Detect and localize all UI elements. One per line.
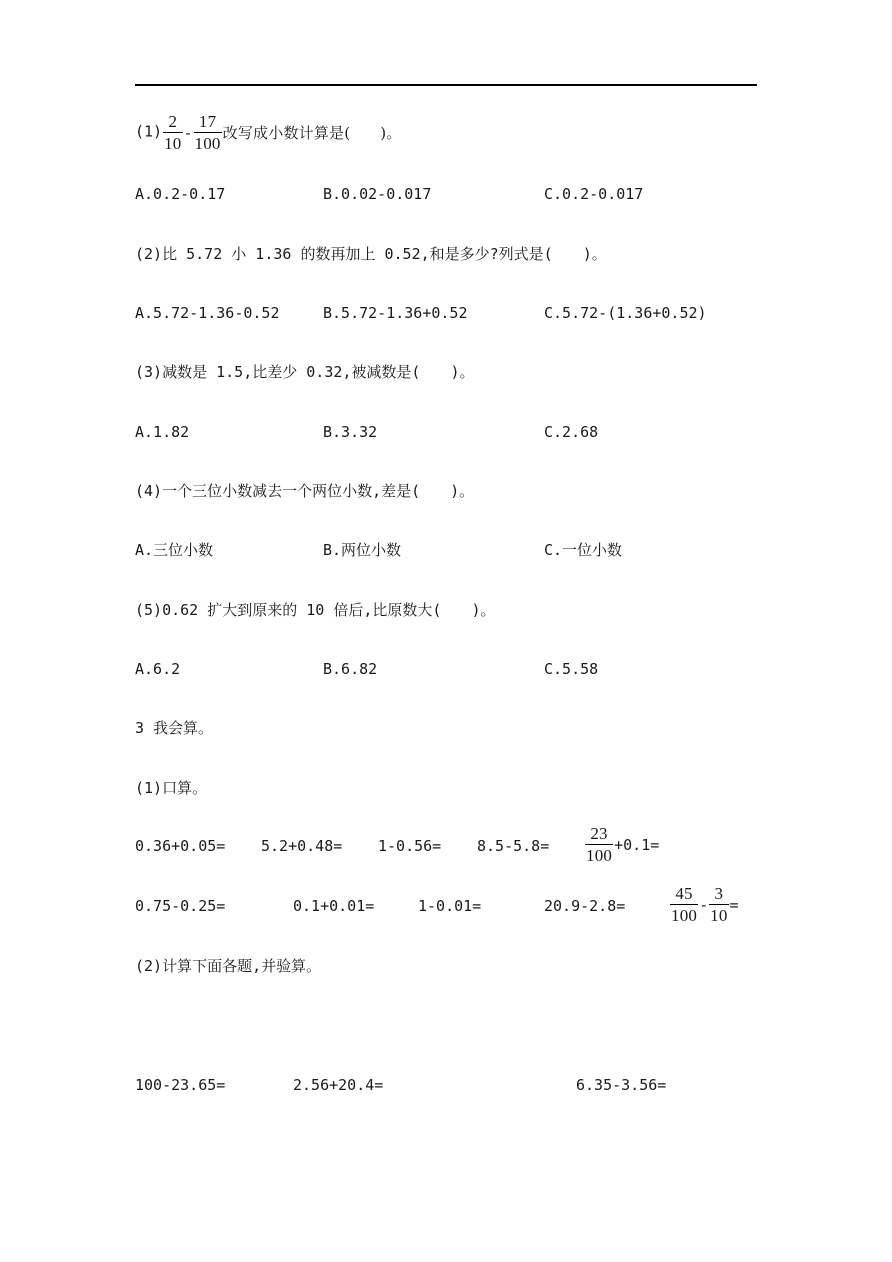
question-close: )。 [450,363,475,381]
question-1-stem [135,112,402,153]
oral-problem-fraction[interactable] [584,824,659,865]
fraction-numerator: 17 [194,112,222,133]
option-c[interactable]: C.0.2-0.017 [544,185,644,203]
oral-problem[interactable]: 20.9-2.8= [544,897,626,915]
oral-calc-heading: (1)口算。 [135,779,208,797]
fraction-numerator: 45 [670,884,698,905]
question-4-stem [135,481,474,501]
fraction-17-100 [194,112,222,153]
minus-sign: - [183,123,193,142]
question-2-text: (2)比 5.72 小 1.36 的数再加上 0.52,和是多少?列式是( [135,245,553,263]
calc-problem[interactable]: 6.35-3.56= [576,1076,667,1094]
fraction-numerator: 23 [585,824,613,845]
question-close: )。 [450,482,475,500]
calc-problem[interactable]: 2.56+20.4= [293,1076,384,1094]
equals-sign: = [729,895,739,914]
fraction-23-100 [585,824,613,865]
oral-problem[interactable]: 0.36+0.05= [135,837,226,855]
calc-heading: (2)计算下面各题,并验算。 [135,957,322,975]
fraction-denominator: 100 [671,906,698,925]
option-a[interactable]: A.1.82 [135,423,190,441]
fraction-denominator: 100 [194,134,221,153]
oral-problem[interactable]: 5.2+0.48= [261,837,343,855]
option-b[interactable]: B.0.02-0.017 [323,185,432,203]
fraction-denominator: 10 [710,906,728,925]
option-c[interactable]: C.5.58 [544,660,599,678]
oral-problem[interactable]: 1-0.01= [418,897,482,915]
question-2-stem [135,244,607,264]
question-1-prefix: (1) [135,122,163,141]
option-b[interactable]: B.5.72-1.36+0.52 [323,304,468,322]
question-close: )。 [582,245,607,263]
question-1-text: 改写成小数计算是( [222,123,351,142]
fraction-denominator: 10 [164,134,182,153]
question-5-stem [135,600,495,620]
option-c[interactable]: C.5.72-(1.36+0.52) [544,304,707,322]
question-5-text: (5)0.62 扩大到原来的 10 倍后,比原数大( [135,601,442,619]
oral-problem-fraction[interactable] [669,884,739,925]
question-close: )。 [471,601,496,619]
expression-rest: +0.1= [614,835,660,854]
fraction-numerator: 3 [709,884,728,905]
header-rule [135,84,757,86]
fraction-3-10 [709,884,728,925]
fraction-2-10 [163,112,182,153]
option-b[interactable]: B.6.82 [323,660,378,678]
oral-problem[interactable]: 0.75-0.25= [135,897,226,915]
question-3-stem [135,362,475,382]
oral-problem[interactable]: 0.1+0.01= [293,897,375,915]
option-a[interactable]: A.6.2 [135,660,181,678]
option-c[interactable]: C.2.68 [544,423,599,441]
question-4-text: (4)一个三位小数减去一个两位小数,差是( [135,482,421,500]
oral-problem[interactable]: 1-0.56= [378,837,442,855]
fraction-45-100 [670,884,698,925]
option-b[interactable]: B.两位小数 [323,541,402,559]
calc-problem[interactable]: 100-23.65= [135,1076,226,1094]
question-close: )。 [380,123,402,142]
minus-sign: - [699,895,709,914]
option-a[interactable]: A.0.2-0.17 [135,185,226,203]
fraction-denominator: 100 [586,846,613,865]
section-3-title: 3 我会算。 [135,719,214,737]
option-a[interactable]: A.三位小数 [135,541,214,559]
option-a[interactable]: A.5.72-1.36-0.52 [135,304,280,322]
oral-problem[interactable]: 8.5-5.8= [477,837,550,855]
option-c[interactable]: C.一位小数 [544,541,623,559]
fraction-numerator: 2 [163,112,182,133]
question-3-text: (3)减数是 1.5,比差少 0.32,被减数是( [135,363,421,381]
option-b[interactable]: B.3.32 [323,423,378,441]
